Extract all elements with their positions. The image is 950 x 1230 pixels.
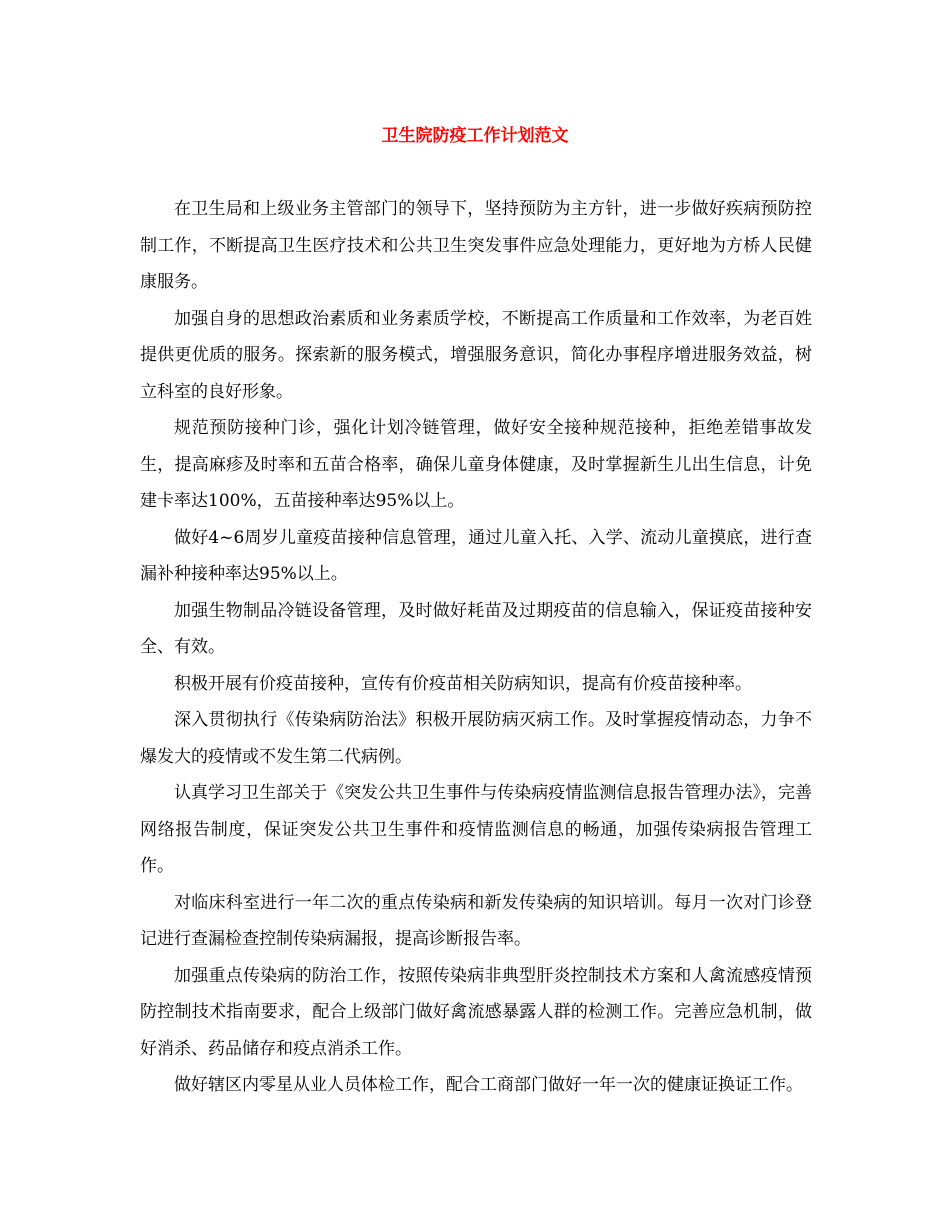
paragraph-11: 做好辖区内零星从业人员体检工作，配合工商部门做好一年一次的健康证换证工作。 [174, 1075, 803, 1095]
paragraph-6: 积极开展有价疫苗接种，宣传有价疫苗相关防病知识，提高有价疫苗接种率。 [174, 673, 752, 694]
paragraph-10: 加强重点传染病的防治工作，按照传染病非典型肝炎控制技术方案和人禽流感疫情预防控制技术指南要求，配合上级部门做好禽流感暴露人群的检测工作。完善应急机制，做好消杀、药品储存和疫点消杀工作。 [140, 965, 812, 1059]
paragraph-7: 深入贯彻执行《传染病防治法》积极开展防病灭病工作。及时掌握疫情动态，力争不爆发大的疫情或不发生第二代病例。 [140, 710, 812, 767]
paragraph-2: 加强自身的思想政治素质和业务素质学校，不断提高工作质量和工作效率，为老百姓提供更优质的服务。探索新的服务模式，增强服务意识，简化办事程序增进服务效益，树立科室的良好形象。 [140, 308, 812, 402]
paragraph-9: 对临床科室进行一年二次的重点传染病和新发传染病的知识培训。每月一次对门诊登记进行查漏检查控制传染病漏报，提高诊断报告率。 [140, 892, 812, 949]
paragraph-8: 认真学习卫生部关于《突发公共卫生事件与传染病疫情监测信息报告管理办法》，完善网络报告制度，保证突发公共卫生事件和疫情监测信息的畅通，加强传染病报告管理工作。 [140, 783, 812, 876]
document-title: 卫生院防疫工作计划范文 [381, 126, 569, 146]
paragraph-4: 做好4~6周岁儿童疫苗接种信息管理，通过儿童入托、入学、流动儿童摸底，进行查漏补种接种率达95%以上。 [140, 527, 812, 584]
paragraph-3: 规范预防接种门诊，强化计划冷链管理，做好安全接种规范接种，拒绝差错事故发生，提高麻疹及时率和五苗合格率，确保儿童身体健康，及时掌握新生儿出生信息，计免建卡率达100%，五苗接种率达95%以上。 [140, 418, 812, 511]
paragraph-5: 加强生物制品冷链设备管理，及时做好耗苗及过期疫苗的信息输入，保证疫苗接种安全、有效。 [140, 600, 812, 657]
document-body [140, 191, 812, 1104]
paragraph-1: 在卫生局和上级业务主管部门的领导下，坚持预防为主方针，进一步做好疾病预防控制工作，不断提高卫生医疗技术和公共卫生突发事件应急处理能力，更好地为方桥人民健康服务。 [140, 199, 812, 292]
